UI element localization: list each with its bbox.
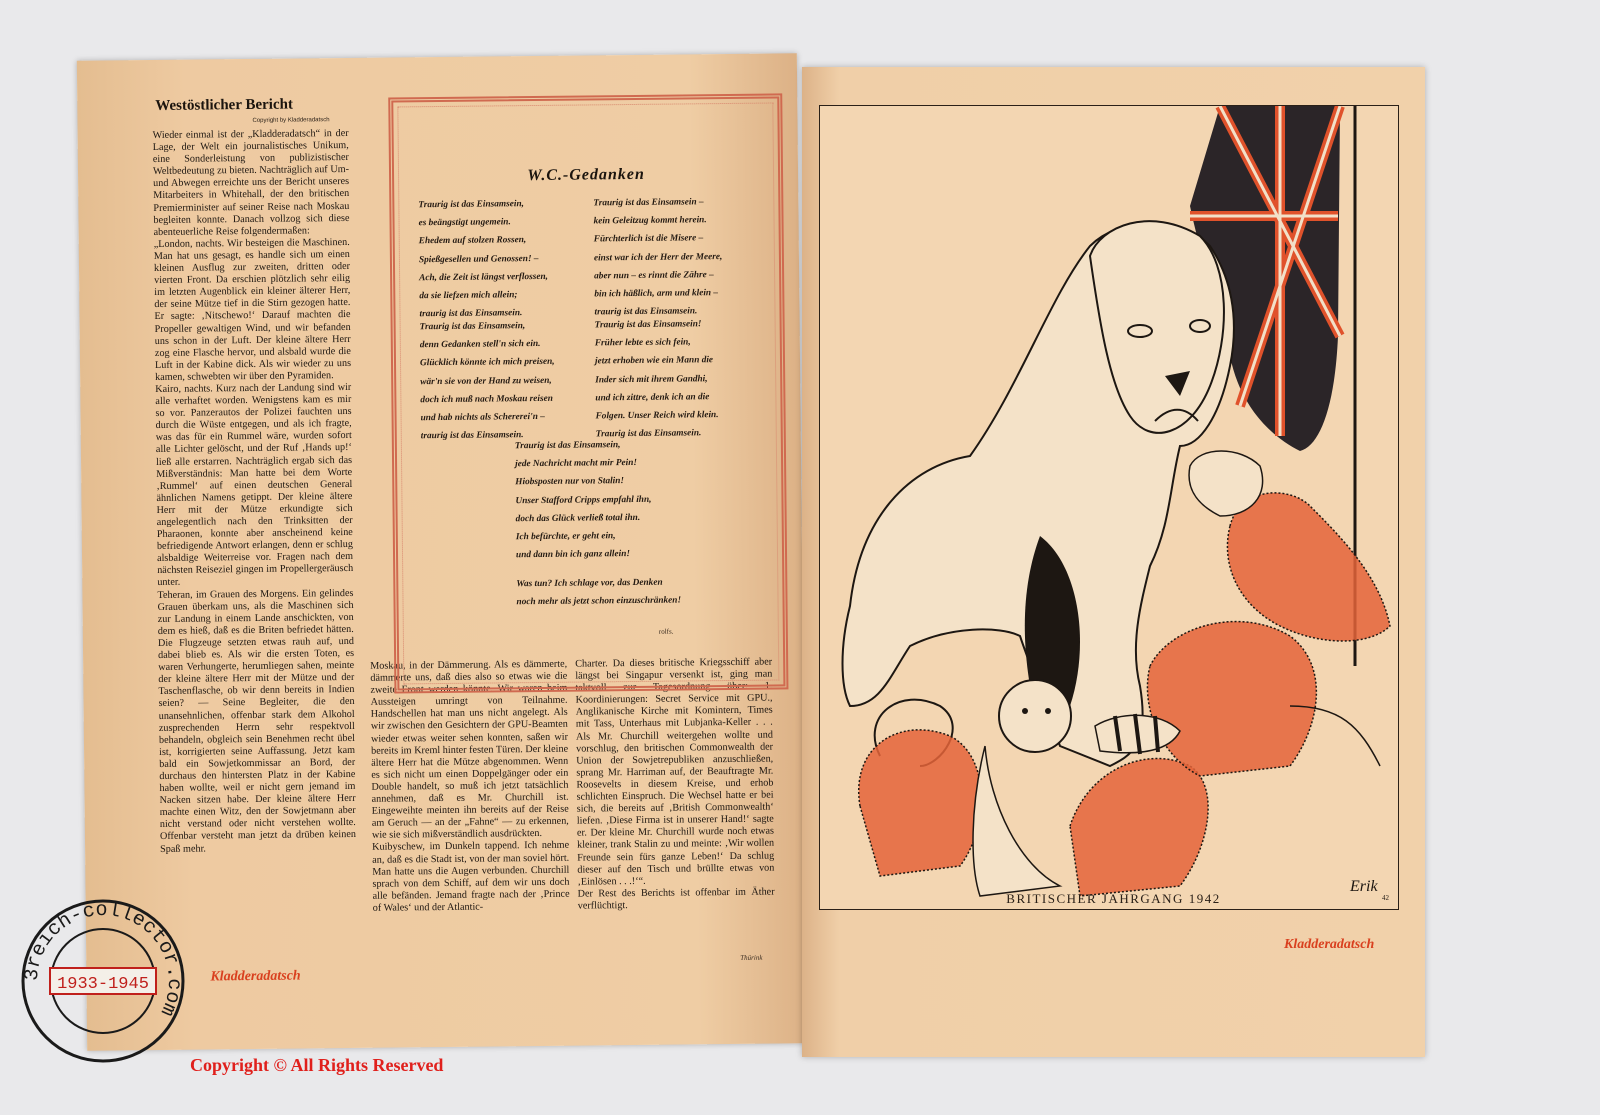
poem-stanza-6: Was tun? Ich schlage vor, das Denken noch mehr als jetzt schon einzuschränken!: [516, 577, 682, 608]
copyright-line: Copyright by Kladderadatsch: [252, 117, 330, 124]
right-page: [802, 67, 1425, 1057]
right-masthead: Kladderadatsch: [1284, 937, 1375, 952]
poem-author: rolfs.: [658, 627, 674, 636]
poem-stanza-1: Traurig ist das Einsamsein, es beängstigt ungemein. Ehedem auf stolzen Rossen, Spießgesellen und Genossen! – Ach, die Zeit ist längst verflossen, da sie liefzen mich allein; traurig ist das Einsamsein.: [418, 199, 549, 320]
article-column-3: Charter. Da dieses britische Kriegsschiff aber längst bei Singapur versenkt ist, ging man taktvoll zur Tagesordnung über: 1. Koordinierungen: Secret Service mit GPU., Anglikanische Kirche mit Komintern, Times mit Tass, Unterhaus mit Lubjanka-Keller . . . Als Mr. Churchill weitergehen wollte und vorschlug, den britischen Commonwealth der Union der Sowjetrepubliken anzuschließen, sprang Mr. Harriman auf, der Beauftragte Mr. Roosevelts in diesem Kreise, und erhob schlichten Einspruch. Die Wechsel hatte er bei sich, die bereits auf ‚British Commonwealth‘ liefen. ‚Diese Firma ist in unserer Hand!‘ sagte er. Der kleine Mr. Churchill wurde noch etwas kleiner, trank Stalin zu und meinte: ‚Wir wollen Freunde sein fürs ganze Leben!‘ Da schlug dieser auf den Tisch und brüllte etwas von ‚Einlösen . . .!‘“. Der Rest des Berichts ist offenbar im Äther verflüchtigt.: [575, 656, 775, 912]
poem-box: [388, 93, 788, 693]
cartoon-frame: [819, 105, 1399, 910]
stamp-ring-text: 3reich-collector.com: [20, 898, 186, 1020]
cub-2: [1070, 759, 1208, 897]
watermark-stamp: [18, 896, 188, 1066]
cartoon-caption: BRITISCHER JAHRGANG 1942: [1006, 891, 1221, 906]
poem-title: W.C.-Gedanken: [527, 165, 645, 185]
left-masthead: Kladderadatsch: [210, 968, 301, 985]
poem-stanza-5: Traurig ist das Einsamsein, jede Nachricht macht mir Pein! Hiobsposten nur von Stalin! Unser Stafford Cripps empfahl ihn, doch das Glück verließ total ihn. Ich befürchte, er geht ein, und dann bin ich ganz allein!: [514, 440, 652, 561]
article-signature: Thürink: [740, 953, 763, 962]
cub-4: [1189, 451, 1390, 641]
article-column-2: Moskau, in der Dämmerung. Als es dämmerte, dämmerte uns, daß dies also so etwas wie die zweite Front werden könnte. Wir waren beim Aussteigen umringt von Teilnahme. Handschellen hat man uns nicht angelegt. Als wir zwischen den Gesichtern der GPU-Beamten wieder etwas weiter sehen konnten, saßen wir bereits im Kreml hinter festen Türen. Der kleine ältere Herr hat die Mütze abgenommen. Wenn es sich nicht um einen Doppelgänger oder ein Double handelt, so muß ich jetzt tatsächlich annehmen, daß es Mr. Churchill ist. Eingeweihte meinten ihn bereits auf der Reise am Geruch — an der „Fahne“ — zu erkennen, wie sie sich mißverständlich ausdrückten. Kuibyschew, im Dunkeln tappend. Ich nehme an, daß es die Stadt ist, von der man soviel hört. Man hatte uns die Augen verbunden. Churchill sprach von dem Schiff, auf dem wir uns doch alle befänden. Jemand fragte nach der ‚Prince of Wales‘ und der Atlantic-: [370, 658, 570, 914]
poem-stanza-2-right: Traurig ist das Einsamsein – kein Geleitzug kommt herein. Fürchterlich ist die Misere – einst war ich der Herr der Meere, aber nun – es rinnt die Zähre – bin ich häßlich, arm und klein – traurig ist das Einsamsein.: [593, 197, 723, 318]
artist-year: 42: [1382, 894, 1389, 902]
artist-signature: Erik: [1350, 878, 1378, 895]
article-column-1: Wieder einmal ist der „Kladderadatsch“ in der Lage, der Welt ein journalistisches Unikum, eine Sonderleistung von publizistischer Weltbedeutung zu bieten. Nachträglich auf Um- und Abwegen erreichte uns der Bericht unseres Mitarbeiters in Whitehall, der den britischen Premierminister auf seiner Reise nach Moskau begleiten konnte. Danach vollzog sich diese abenteuerliche Reise folgendermaßen: „London, nachts. Wir besteigen die Maschinen. Man hat uns gesagt, es handle sich um einen kleinen Ausflug zur zweiten, dritten oder vierten Front. Da erschien plötzlich sehr eilig im letzten Augenblick ein kleiner älterer Herr, der seine Mütze tief in die Stirn gezogen hatte. Er sagte: ‚Nitschewo!‘ Darauf machten die Propeller gewaltigen Wind, und wir befanden uns schon in der Luft. Der kleine ältere Herr zog eine Flasche hervor, und alsbald wurde die Luft in der Kabine dick. Als wir wieder zu uns kamen, schwebten wir über den Pyramiden. Kairo, nachts. Kurz nach der Landung sind wir alle verhaftet worden. Wenigstens kam es mir so vor. Panzerautos der Polizei fauchten uns durch die Wüste entgegen, und als ich fragte, was das für ein Rummel wäre, wurden sofort alle Lichter gelöscht, und der Ruf ‚Hands up!‘ ließ alle erstarren. Nachträglich ergab sich das Mißverständnis: Man hatte bei dem Worte ‚Rummel‘ auf einen deutschen General ähnlichen Namens getippt. Der kleine ältere Herr mit der Mütze erkundigte sich angelegentlich nach den Trinksitten der Pharaonen, konnte aber anscheinend keine befriedigende Antwort erlangen, denn er schlug alsbaldige Weiterreise vor. Fragen nach dem nächsten Reiseziel gingen im Propellergeräusch unter. Teheran, im Grauen des Morgens. Ein gelindes Grauen überkam uns, als die Maschinen sich zur Landung in einem Lande anschickten, von dem es hieß, daß es die Briten befriedet hätten. Die Flugzeuge setzten etwas rauh auf, und dabei blieb es. Als wir die ersten Toten, es waren Verhungerte, herumliegen sahen, meinte der kleine ältere Herr mit der Mütze und der Taschenflasche, ob wir denn bereits in Indien seien? — Seine Begleiter, die den unansehnlichen, offenbar stark dem Alkohol zusprechenden Herrn sehr respektvoll behandeln, obgleich sein Benehmen recht übel ist, korrigierten seine Auffassung. Jetzt kam bald ein Sowjetkommissar an Bord, der durchaus den hintersten Platz in der Kabine haben wollte, weil er nicht gern jemand im Nacken sitzen habe. Der kleine ältere Herr machte einen Witz, den der Sowjetmann aber nicht verstand oder nicht verstehen wollte. Offenbar versteht man jetzt da drüben keinen Spaß mehr.: [152, 127, 357, 855]
poem-stanza-4-right: Traurig ist das Einsamsein! Früher lebte es sich fein, jetzt erhoben wie ein Mann die Inder sich mit ihrem Gandhi, und ich zittre, denk ich an die Folgen. Unser Reich wird klein. Traurig ist das Einsamsein.: [594, 319, 719, 440]
cub-1: [859, 680, 1071, 896]
cub-3: [1147, 622, 1380, 776]
cartoon-illustration: [820, 106, 1397, 908]
article-title: Westöstlicher Bericht: [155, 96, 293, 114]
stamp-years: 1933-1945: [57, 975, 149, 994]
copyright-watermark: Copyright © All Rights Reserved: [190, 1055, 444, 1075]
poem-stanza-3: Traurig ist das Einsamsein, denn Gedanken stell'n sich ein. Glücklich könnte ich mich preisen, wär'n sie von der Hand zu weisen, doch ich muß nach Moskau reisen und hab nichts als Schererei'n – traurig ist das Einsamsein.: [419, 321, 555, 442]
